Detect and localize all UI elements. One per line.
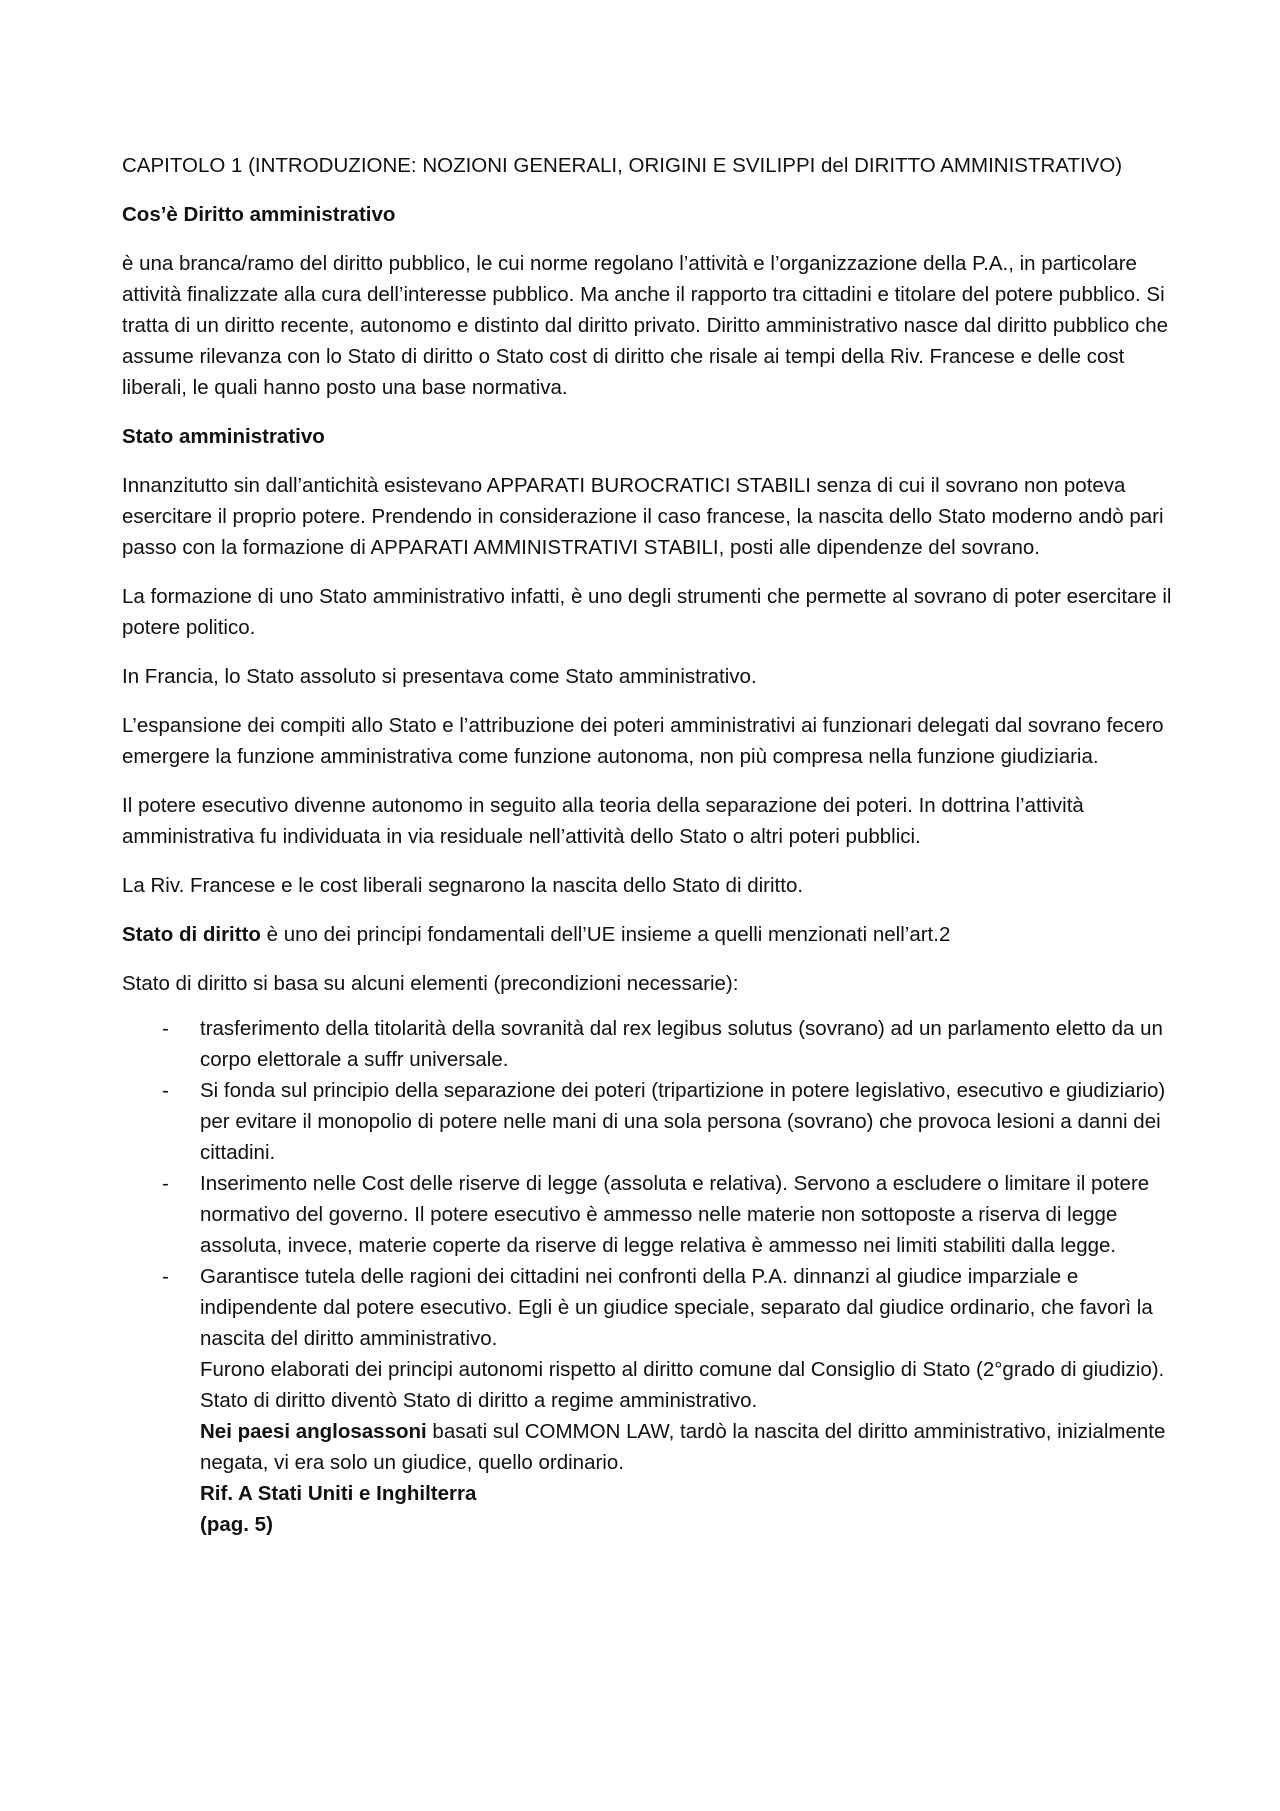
dash-bullet: - (162, 1265, 169, 1288)
paragraph-riv-francese: La Riv. Francese e le cost liberali segnarono la nascita dello Stato di diritto. (122, 874, 804, 897)
paragraph-potere-esecutivo: Il potere esecutivo divenne autonomo in seguito alla teoria della separazione dei poteri. In dottrina l’attività amministrativa fu individuata in via residuale nell’attività dello Stato o altri poteri pubblici. (122, 794, 1084, 848)
continuation-pagina: (pag. 5) (200, 1513, 273, 1536)
chapter-title: CAPITOLO 1 (INTRODUZIONE: NOZIONI GENERALI, ORIGINI E SVILIPPI del DIRITTO AMMINISTRATIVO) (122, 154, 1123, 177)
paragraph-francia: In Francia, lo Stato assoluto si presentava come Stato amministrativo. (122, 665, 757, 688)
paragraph-definizione: è una branca/ramo del diritto pubblico, le cui norme regolano l’attività e l’organizzazione della P.A., in particolare attività finalizzate alla cura dell’interesse pubblico. Ma anche il rapporto tra cittadini e titolare del potere pubblico. Si tratta di un diritto recente, autonomo e distinto dal diritto privato. Diritto amministrativo nasce dal diritto pubblico che assume rilevanza con lo Stato di diritto o Stato cost di diritto che risale ai tempi della Riv. Francese e delle cost liberali, le quali hanno posto una base normativa. (122, 252, 1169, 399)
bold-stato-di-diritto: Stato di diritto (122, 923, 261, 946)
list-item (122, 1261, 1172, 1354)
list-item (122, 1168, 1172, 1261)
list-item (122, 1013, 1172, 1075)
list-item-text: Si fonda sul principio della separazione dei poteri (tripartizione in potere legislativo, esecutivo e giudiziario) per evitare il monopolio di potere nelle mani di una sola persona (sovrano) che provoca lesioni a danni dei cittadini. (200, 1079, 1166, 1164)
dash-bullet: - (162, 1079, 169, 1102)
bold-paesi-anglosassoni: Nei paesi anglosassoni (200, 1420, 427, 1443)
heading-stato-amministrativo: Stato amministrativo (122, 425, 325, 448)
paragraph-elementi: Stato di diritto si basa su alcuni elementi (precondizioni necessarie): (122, 972, 739, 995)
dash-bullet: - (162, 1172, 169, 1195)
paragraph-stato-di-diritto-ue (122, 919, 1172, 950)
text-principi-ue: è uno dei principi fondamentali dell’UE insieme a quelli menzionati nell’art.2 (260, 923, 951, 946)
paragraph-apparati: Innanzitutto sin dall’antichità esistevano APPARATI BUROCRATICI STABILI senza di cui il sovrano non poteva esercitare il proprio potere. Prendendo in considerazione il caso francese, la nascita dello Stato moderno andò pari passo con la formazione di APPARATI AMMINISTRATIVI STABILI, posti alle dipendenze del sovrano. (122, 474, 1164, 559)
list-continuation (122, 1354, 1172, 1540)
dash-bullet: - (162, 1017, 169, 1040)
list-item-text: Inserimento nelle Cost delle riserve di legge (assoluta e relativa). Servono a escludere o limitare il potere normativo del governo. Il potere esecutivo è ammesso nelle materie non sottoposte a riserva di legge assoluta, invece, materie coperte da riserve di legge relativa è ammesso nei limiti stabiliti dalla legge. (200, 1172, 1150, 1257)
precondizioni-list (122, 1013, 1172, 1354)
list-item-text: Garantisce tutela delle ragioni dei cittadini nei confronti della P.A. dinnanzi al giudice imparziale e indipendente dal potere esecutivo. Egli è un giudice speciale, separato dal giudice ordinario, che favorì la nascita del diritto amministrativo. (200, 1265, 1153, 1350)
paragraph-formazione: La formazione di uno Stato amministrativo infatti, è uno degli strumenti che permette al sovrano di poter esercitare il potere politico. (122, 585, 1172, 639)
paragraph-espansione: L’espansione dei compiti allo Stato e l’attribuzione dei poteri amministrativi ai funzionari delegati dal sovrano fecero emergere la funzione amministrativa come funzione autonoma, non più compresa nella funzione giudiziaria. (122, 714, 1164, 768)
document-page (122, 150, 1172, 1540)
continuation-regime-amministrativo: Stato di diritto diventò Stato di diritto a regime amministrativo. (200, 1389, 758, 1412)
list-item-text: trasferimento della titolarità della sovranità dal rex legibus solutus (sovrano) ad un parlamento eletto da un corpo elettorale a suffr universale. (200, 1017, 1163, 1071)
list-item (122, 1075, 1172, 1168)
continuation-riferimento: Rif. A Stati Uniti e Inghilterra (200, 1482, 477, 1505)
continuation-consiglio-di-stato: Furono elaborati dei principi autonomi rispetto al diritto comune dal Consiglio di Stato (2°grado di giudizio). (200, 1358, 1165, 1381)
text-common-law: basati sul COMMON LAW, tardò la nascita del diritto amministrativo, inizialmente negata, vi era solo un giudice, quello ordinario. (200, 1420, 1166, 1474)
continuation-paesi-anglosassoni (200, 1416, 1172, 1478)
heading-diritto-amministrativo: Cos’è Diritto amministrativo (122, 203, 396, 226)
